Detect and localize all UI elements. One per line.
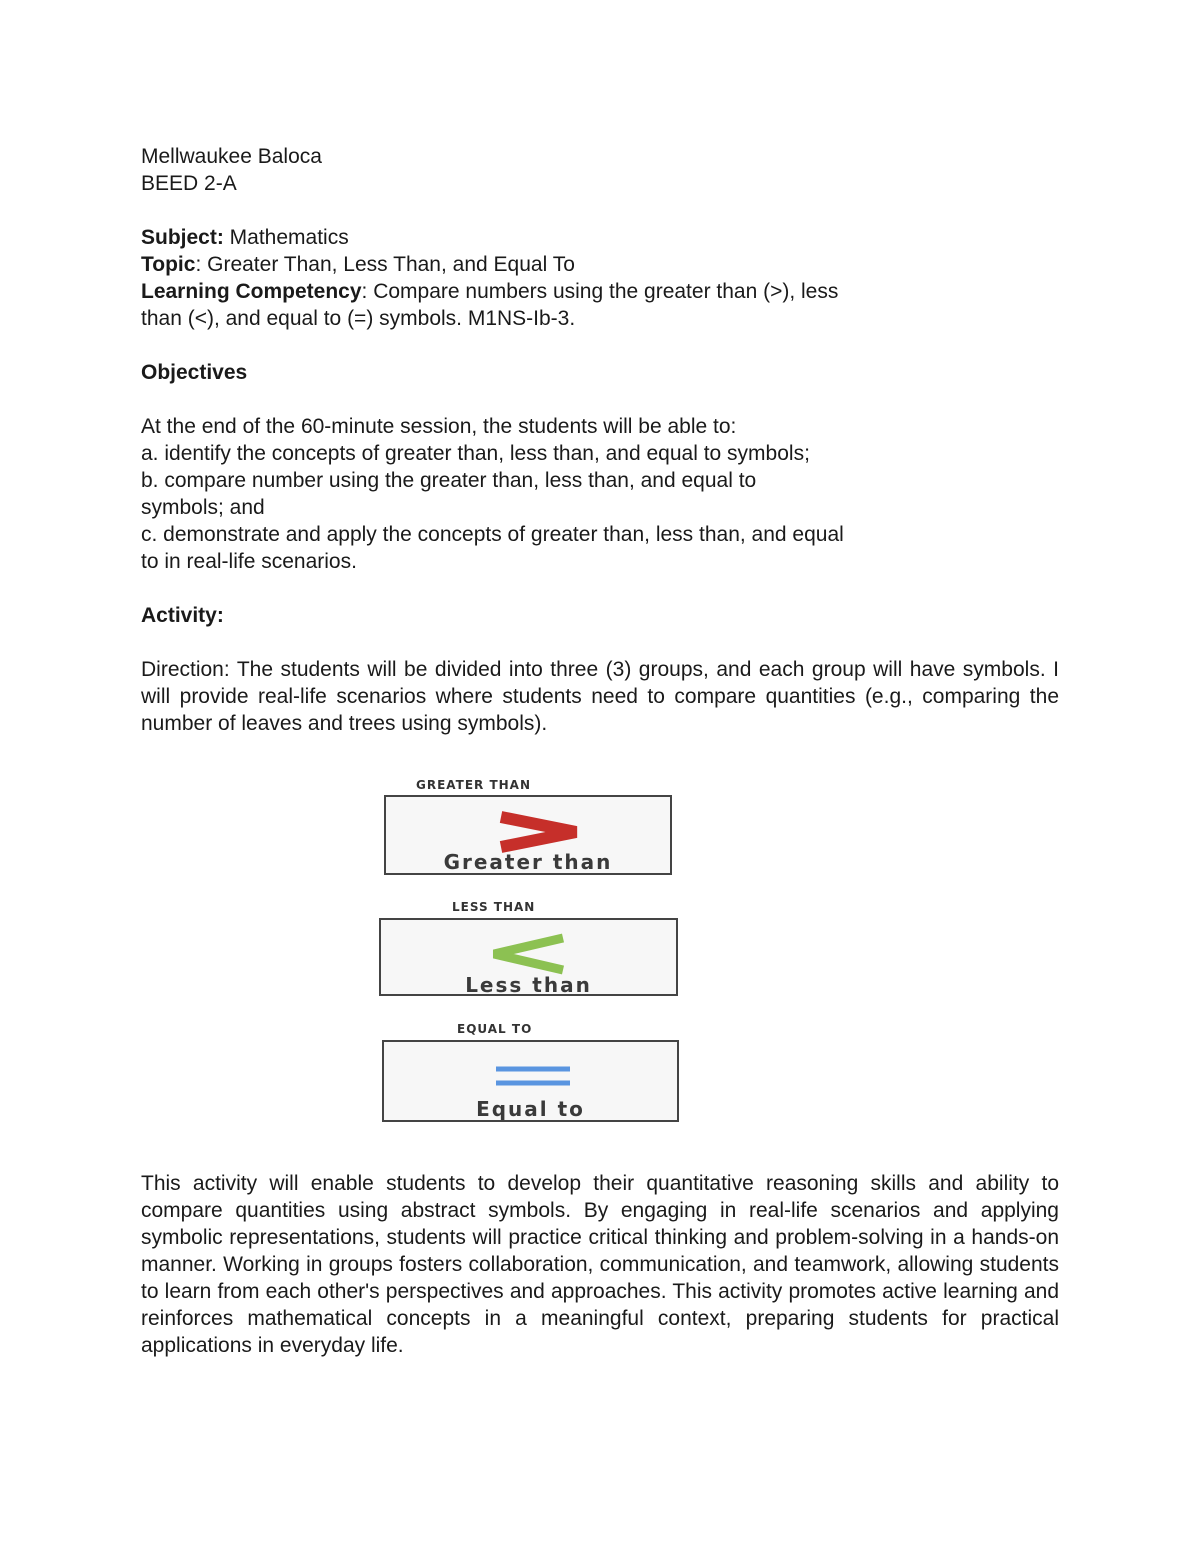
subject-value: Mathematics — [223, 226, 349, 249]
objectives-heading: Objectives — [141, 361, 248, 384]
spacer — [141, 386, 1059, 413]
objectives-intro: At the end of the 60-minute session, the students will be able to: — [141, 415, 737, 438]
activity-heading: Activity: — [141, 604, 224, 627]
greater-than-caption: GREATER THAN — [416, 778, 532, 792]
topic-label: Topic — [141, 253, 196, 276]
topic-line — [141, 251, 1059, 278]
equal-to-box — [382, 1040, 679, 1122]
subject-label: Subject: — [141, 226, 224, 249]
student-section: BEED 2-A — [141, 172, 237, 195]
spacer — [141, 575, 1059, 602]
less-than-caption: LESS THAN — [452, 900, 536, 914]
symbols-figure — [376, 775, 686, 1127]
equal-to-card — [382, 1022, 680, 1126]
conclusion-paragraph: This activity will enable students to develop their quantitative reasoning skills and ability to compare quantities using abstract symbols. By engaging in real-life scenarios and applying symbolic representations, students will practice critical thinking and problem-solving in a hands-on manner. Working in groups fosters collaboration, communication, and teamwork, allowing students to learn from each other's perspectives and approaches. This activity promotes active learning and reinforces mathematical concepts in a meaningful context, preparing students for practical applications in everyday life. — [141, 1172, 1059, 1357]
spacer — [141, 629, 1059, 656]
equal-to-caption: EQUAL TO — [457, 1022, 533, 1036]
competency-line — [141, 278, 1059, 305]
activity-direction: Direction: The students will be divided into three (3) groups, and each group will have symbols. I will provide real-life scenarios where students need to compare quantities (e.g., comparing the number of leaves and trees using symbols). — [141, 658, 1059, 735]
competency-text-1: : Compare numbers using the greater than (>), less — [361, 280, 839, 303]
objective-item: a. identify the concepts of greater than, less than, and equal to symbols; — [141, 442, 810, 465]
equal-to-word: Equal to — [476, 1097, 585, 1121]
objective-item: c. demonstrate and apply the concepts of greater than, less than, and equal — [141, 523, 844, 546]
student-name: Mellwaukee Baloca — [141, 145, 322, 168]
objective-item: to in real-life scenarios. — [141, 550, 357, 573]
greater-than-word: Greater than — [443, 850, 613, 874]
less-than-card — [379, 900, 679, 1000]
conclusion-section — [141, 1170, 1059, 1359]
objective-item: b. compare number using the greater than, less than, and equal to — [141, 469, 757, 492]
subject-line — [141, 224, 1059, 251]
less-than-word: Less than — [465, 973, 592, 996]
less-than-box — [379, 918, 678, 996]
competency-label: Learning Competency — [141, 280, 362, 303]
objective-item: symbols; and — [141, 496, 265, 519]
document-page — [141, 143, 1059, 737]
greater-than-box — [384, 795, 672, 875]
topic-value: : Greater Than, Less Than, and Equal To — [195, 253, 575, 276]
greater-than-card — [384, 775, 680, 875]
competency-text-2: than (<), and equal to (=) symbols. M1NS-Ib-3. — [141, 307, 576, 330]
spacer — [141, 197, 1059, 224]
spacer — [141, 332, 1059, 359]
